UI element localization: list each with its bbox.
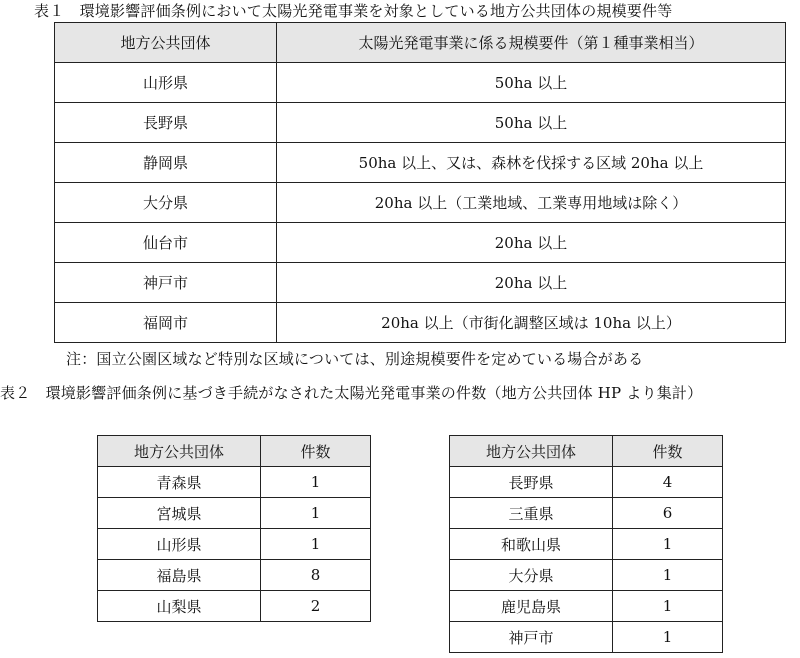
table1-entity-cell: 山形県: [55, 63, 277, 103]
table2-count-cell: 6: [613, 498, 723, 529]
table1-requirement-cell: 20ha 以上（工業地域、工業専用地域は除く）: [277, 183, 786, 223]
table-row: [55, 183, 786, 223]
table2-left: [97, 435, 371, 622]
table2-entity-cell: 青森県: [98, 467, 261, 498]
table1-entity-cell: 長野県: [55, 103, 277, 143]
table-row: [55, 303, 786, 343]
table-row: [98, 529, 371, 560]
table1-requirement-cell: 50ha 以上: [277, 103, 786, 143]
table2-right: [449, 435, 723, 653]
table2-entity-cell: 大分県: [450, 560, 613, 591]
table1-requirement-cell: 20ha 以上: [277, 223, 786, 263]
table-row: [98, 560, 371, 591]
table-row: [55, 263, 786, 303]
table1-note: 注：国立公園区域など特別な区域については、別途規模要件を定めている場合がある: [66, 350, 644, 368]
table-row: [55, 63, 786, 103]
table2-left-header-entity: 地方公共団体: [98, 436, 261, 467]
table2-entity-cell: 宮城県: [98, 498, 261, 529]
table2-count-cell: 1: [613, 622, 723, 653]
table2-entity-cell: 長野県: [450, 467, 613, 498]
table2-count-cell: 1: [613, 591, 723, 622]
table-row: [55, 223, 786, 263]
table-row: [450, 467, 723, 498]
table2-left-header-count: 件数: [261, 436, 371, 467]
table1-header-row: [55, 23, 786, 63]
table1-entity-cell: 仙台市: [55, 223, 277, 263]
table1-requirement-cell: 20ha 以上: [277, 263, 786, 303]
table2-count-cell: 1: [261, 529, 371, 560]
table1-entity-cell: 神戸市: [55, 263, 277, 303]
table2-count-cell: 2: [261, 591, 371, 622]
table2-count-cell: 1: [261, 498, 371, 529]
table1-header-requirement: 太陽光発電事業に係る規模要件（第１種事業相当）: [277, 23, 786, 63]
table2-entity-cell: 神戸市: [450, 622, 613, 653]
table2-caption: 表２ 環境影響評価条例に基づき手続がなされた太陽光発電事業の件数（地方公共団体 HP より集計）: [0, 384, 703, 402]
table-row: [450, 622, 723, 653]
table-row: [450, 591, 723, 622]
table1-caption: 表１ 環境影響評価条例において太陽光発電事業を対象としている地方公共団体の規模要件等: [34, 2, 673, 20]
table2-entity-cell: 鹿児島県: [450, 591, 613, 622]
table1-entity-cell: 大分県: [55, 183, 277, 223]
table2-count-cell: 1: [613, 529, 723, 560]
table2-left-header-row: [98, 436, 371, 467]
table2-count-cell: 1: [613, 560, 723, 591]
table1-entity-cell: 福岡市: [55, 303, 277, 343]
table-row: [450, 560, 723, 591]
table-row: [55, 143, 786, 183]
table2-entity-cell: 和歌山県: [450, 529, 613, 560]
table2-right-header-row: [450, 436, 723, 467]
table1-requirement-cell: 20ha 以上（市街化調整区域は 10ha 以上）: [277, 303, 786, 343]
table1-requirement-cell: 50ha 以上、又は、森林を伐採する区域 20ha 以上: [277, 143, 786, 183]
table-row: [450, 529, 723, 560]
table1-header-entity: 地方公共団体: [55, 23, 277, 63]
table2-entity-cell: 福島県: [98, 560, 261, 591]
table-row: [98, 467, 371, 498]
table-row: [98, 591, 371, 622]
table2-count-cell: 8: [261, 560, 371, 591]
table2-entity-cell: 三重県: [450, 498, 613, 529]
table2-right-header-count: 件数: [613, 436, 723, 467]
table-row: [450, 498, 723, 529]
table2-count-cell: 4: [613, 467, 723, 498]
table1-requirement-cell: 50ha 以上: [277, 63, 786, 103]
table1-scale-requirements: [54, 22, 786, 343]
table2-count-cell: 1: [261, 467, 371, 498]
table2-entity-cell: 山形県: [98, 529, 261, 560]
table2-right-header-entity: 地方公共団体: [450, 436, 613, 467]
table2-entity-cell: 山梨県: [98, 591, 261, 622]
table-row: [98, 498, 371, 529]
table1-entity-cell: 静岡県: [55, 143, 277, 183]
table-row: [55, 103, 786, 143]
